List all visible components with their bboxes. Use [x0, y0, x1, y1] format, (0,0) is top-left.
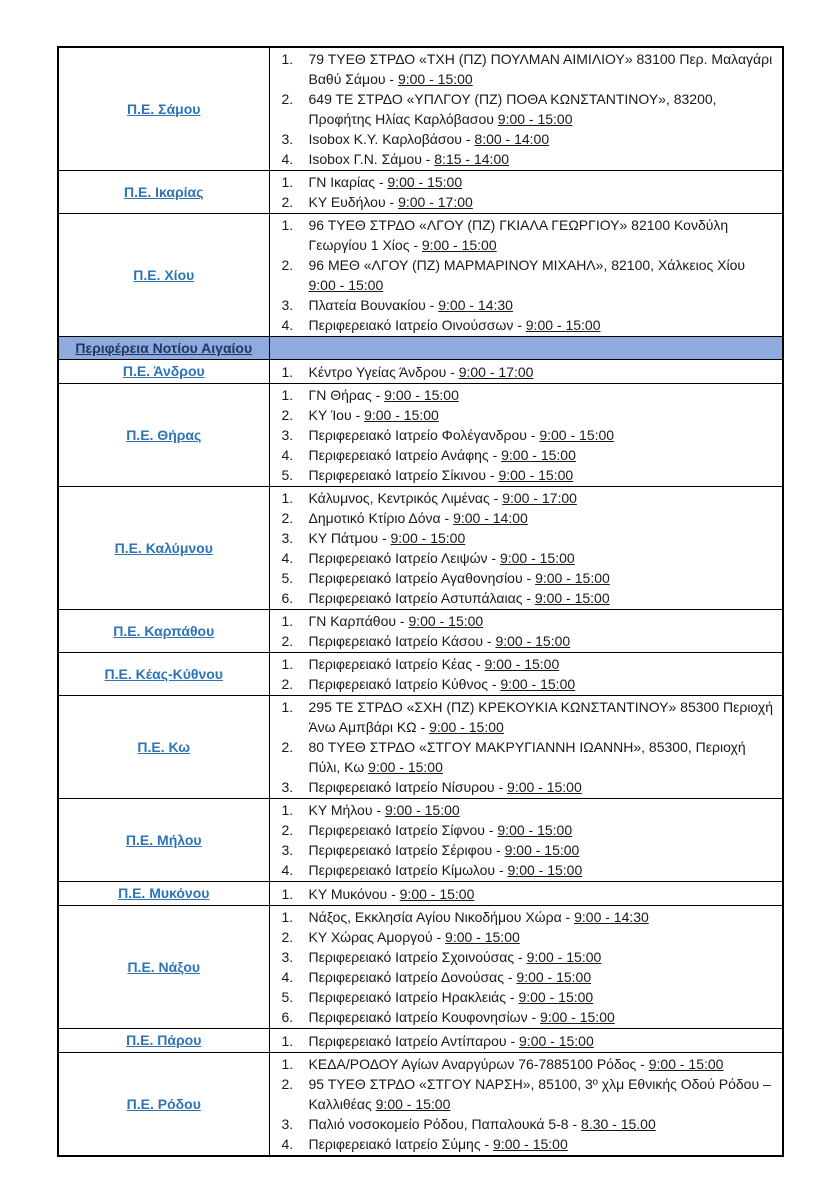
- location-item-text: [309, 860, 777, 880]
- location-item: [282, 445, 777, 465]
- location-item-text: [309, 149, 777, 169]
- locations-cell: [269, 906, 783, 1029]
- location-item-number: 1.: [281, 1032, 294, 1049]
- opening-hours: 9:00 - 15:00: [526, 949, 602, 965]
- location-item-number: 4.: [281, 550, 294, 566]
- location-description: Περιφερειακό Ιατρείο Σχοινούσας -: [308, 949, 527, 965]
- region-name-cell: [58, 696, 269, 799]
- location-item-text: [309, 777, 777, 797]
- location-description: Περιφερειακό Ιατρείο Σίκινου -: [308, 467, 499, 483]
- location-item: [282, 907, 777, 927]
- location-item: [282, 488, 777, 508]
- opening-hours: 9:00 - 15:00: [493, 1136, 568, 1152]
- location-item-text: [309, 49, 777, 89]
- location-item-number: 1.: [281, 802, 294, 818]
- location-item: [282, 697, 777, 737]
- opening-hours: 9:00 - 15:00: [540, 1009, 615, 1025]
- location-description: 649 ΤΕ ΣΤΡΔΟ «ΥΠΛΓΟΥ (ΠΖ) ΠΟΘΑ ΚΩΝΣΤΑΝΤΙΝΟΥ», 83200, Προφήτης Ηλίας Καρλόβασου: [308, 91, 717, 127]
- regional-health-units-table: [57, 46, 784, 1157]
- location-description: 96 ΤΥΕΘ ΣΤΡΔΟ «ΛΓΟΥ (ΠΖ) ΓΚΙΑΛΑ ΓΕΩΡΓΙΟΥ» 82100 Κονδύλη Γεωργίου 1 Χίος -: [308, 217, 729, 253]
- location-item-number: 2.: [281, 91, 294, 107]
- opening-hours: 9:00 - 15:00: [384, 387, 459, 403]
- opening-hours: 9:00 - 15:00: [368, 759, 443, 775]
- location-item-text: [309, 697, 777, 737]
- region-name-cell: [58, 882, 269, 906]
- opening-hours: 9:00 - 15:00: [495, 633, 571, 649]
- location-description: Νάξος, Εκκλησία Αγίου Νικοδήμου Χώρα -: [308, 909, 575, 925]
- location-item-text: [309, 315, 777, 335]
- location-item-number: 1.: [281, 217, 294, 233]
- region-row: [58, 47, 783, 171]
- location-item: [282, 149, 777, 169]
- table-body: [58, 47, 783, 1156]
- opening-hours: 9:00 - 15:00: [534, 590, 610, 606]
- location-description: 95 ΤΥΕΘ ΣΤΡΔΟ «ΣΤΓΟΥ ΝΑΡΣΗ», 85100, 3º χλμ Εθνικής Οδού Ρόδου – Καλλιθέας: [308, 1076, 771, 1112]
- location-item: [282, 548, 777, 568]
- location-item: [282, 820, 777, 840]
- location-item-text: [309, 1134, 777, 1154]
- opening-hours: 9:00 - 15:00: [387, 174, 463, 190]
- location-description: 80 ΤΥΕΘ ΣΤΡΔΟ «ΣΤΓΟΥ ΜΑΚΡΥΓΙΑΝΝΗ ΙΩΑΝΝΗ», 85300, Περιοχή Πύλι, Κω: [308, 739, 746, 775]
- location-item: [282, 737, 777, 777]
- location-item: [282, 568, 777, 588]
- locations-cell: [269, 360, 783, 384]
- region-name-cell: [58, 171, 269, 214]
- location-item-number: 5.: [281, 467, 294, 483]
- location-item: [282, 528, 777, 548]
- locations-cell: [269, 882, 783, 906]
- location-item: [282, 405, 777, 425]
- location-description: Περιφερειακό Ιατρείο Κέας -: [308, 656, 485, 672]
- location-description: ΚΥ Πάτμου -: [308, 530, 391, 546]
- region-name-cell: [58, 906, 269, 1029]
- location-description: Περιφερειακό Ιατρείο Νίσυρου -: [308, 779, 508, 795]
- locations-cell: [269, 610, 783, 653]
- region-name-cell: [58, 610, 269, 653]
- opening-hours: 9:00 - 15:00: [519, 1032, 594, 1049]
- location-item-text: [309, 385, 777, 405]
- opening-hours: 9:00 - 15:00: [500, 676, 576, 692]
- location-description: ΚΥ Μήλου -: [308, 802, 385, 818]
- location-description: Περιφερειακό Ιατρείο Σύμης -: [308, 1136, 494, 1152]
- location-item-text: [309, 1031, 777, 1051]
- region-row: [58, 1053, 783, 1157]
- opening-hours: 9:00 - 15:00: [484, 656, 560, 672]
- location-item-number: 2.: [281, 194, 294, 210]
- region-link[interactable]: Π.Ε. Μυκόνου: [118, 885, 210, 901]
- location-item-text: [309, 611, 777, 631]
- location-description: ΚΥ Ίου -: [308, 407, 365, 423]
- location-item-number: 1.: [281, 363, 294, 380]
- region-link[interactable]: Π.Ε. Κέας-Κύθνου: [104, 665, 223, 682]
- region-row: [58, 653, 783, 696]
- opening-hours: 9:00 - 15:00: [429, 719, 504, 735]
- opening-hours: 9:00 - 15:00: [364, 407, 439, 423]
- location-item: [282, 1007, 777, 1027]
- location-item-text: [309, 1007, 777, 1027]
- location-item-number: 1.: [281, 387, 294, 403]
- location-item-number: 6.: [281, 1009, 294, 1025]
- location-item-text: [309, 1114, 777, 1134]
- location-item-text: [309, 215, 777, 255]
- opening-hours: 9:00 - 15:00: [390, 530, 466, 546]
- region-row: [58, 610, 783, 653]
- locations-cell: [269, 487, 783, 610]
- location-item: [282, 927, 777, 947]
- location-item-text: [309, 631, 777, 651]
- region-row: [58, 214, 783, 337]
- location-item-number: 3.: [281, 842, 294, 858]
- location-item-number: 1.: [281, 51, 294, 67]
- location-description: Κάλυμνος, Κεντρικός Λιμένας -: [308, 490, 503, 506]
- locations-cell: [269, 696, 783, 799]
- location-item-number: 1.: [281, 909, 294, 925]
- location-item-text: [309, 405, 777, 425]
- location-item-text: [309, 927, 777, 947]
- opening-hours: 9:00 - 15:00: [518, 989, 594, 1005]
- region-row: [58, 487, 783, 610]
- opening-hours: 9:00 - 15:00: [445, 929, 520, 945]
- opening-hours: 9:00 - 15:00: [497, 822, 573, 838]
- location-item-number: 2.: [281, 510, 294, 526]
- location-item-text: [309, 568, 777, 588]
- location-description: Κέντρο Υγείας Άνδρου -: [308, 363, 459, 380]
- location-item-number: 4.: [281, 317, 294, 333]
- location-item: [282, 255, 777, 295]
- location-item-number: 1.: [281, 490, 294, 506]
- location-item: [282, 215, 777, 255]
- location-item-number: 1.: [281, 613, 294, 629]
- region-link[interactable]: Π.Ε. Καρπάθου: [113, 622, 215, 639]
- region-link[interactable]: Π.Ε. Νάξου: [127, 958, 201, 975]
- location-item-number: 1.: [281, 174, 294, 190]
- location-item: [282, 89, 777, 129]
- location-description: Περιφερειακό Ιατρείο Κάσου -: [308, 633, 496, 649]
- location-item-number: 2.: [281, 633, 294, 649]
- location-item-number: 5.: [281, 570, 294, 586]
- opening-hours: 9:00 - 15:00: [308, 277, 384, 293]
- location-item: [282, 172, 777, 192]
- region-row: [58, 696, 783, 799]
- location-item: [282, 362, 777, 382]
- location-description: Isobox Κ.Υ. Καρλοβάσου -: [308, 131, 475, 147]
- region-row: [58, 171, 783, 214]
- region-link[interactable]: Π.Ε. Μήλου: [125, 831, 202, 848]
- location-description: Περιφερειακό Ιατρείο Αστυπάλαιας -: [308, 590, 535, 606]
- location-item-text: [309, 820, 777, 840]
- location-description: Δημοτικό Κτίριο Δόνα -: [308, 510, 454, 526]
- opening-hours: 9:00 - 14:00: [453, 510, 528, 526]
- location-item-number: 2.: [281, 739, 294, 755]
- location-item: [282, 1114, 777, 1134]
- location-description: ΓΝ Καρπάθου -: [308, 613, 409, 629]
- location-item-text: [309, 800, 777, 820]
- location-description: ΚΕΔΑ/ΡΟΔΟΥ Αγίων Αναργύρων 76-7885100 Ρόδος -: [308, 1056, 649, 1072]
- region-name-cell: [58, 1053, 269, 1157]
- location-item-text: [309, 737, 777, 777]
- location-description: Περιφερειακό Ιατρείο Φολέγανδρου -: [308, 427, 540, 443]
- region-link[interactable]: Π.Ε. Χίου: [133, 266, 195, 283]
- location-item-number: 3.: [281, 1116, 294, 1132]
- region-link[interactable]: Π.Ε. Ικαρίας: [124, 183, 204, 200]
- location-item: [282, 1074, 777, 1114]
- opening-hours: 9:00 - 15:00: [498, 467, 574, 483]
- location-description: Περιφερειακό Ιατρείο Κουφονησίων -: [308, 1009, 541, 1025]
- locations-cell: [269, 799, 783, 882]
- region-name-cell: [58, 47, 269, 171]
- opening-hours: 9:00 - 15:00: [499, 550, 575, 566]
- location-description: Πλατεία Βουνακίου -: [308, 297, 439, 313]
- locations-cell: [269, 1029, 783, 1053]
- opening-hours: 9:00 - 15:00: [399, 885, 475, 902]
- location-item: [282, 631, 777, 651]
- location-item: [282, 777, 777, 797]
- location-description: ΚΥ Μυκόνου -: [308, 885, 400, 902]
- opening-hours: 9:00 - 15:00: [525, 317, 601, 333]
- location-item-text: [309, 488, 777, 508]
- section-header-cell: [58, 337, 269, 360]
- location-item: [282, 465, 777, 485]
- opening-hours: 9:00 - 17:00: [458, 363, 534, 380]
- location-item: [282, 674, 777, 694]
- location-item: [282, 385, 777, 405]
- opening-hours: 9:00 - 15:00: [507, 779, 582, 795]
- opening-hours: 9:00 - 15:00: [516, 969, 592, 985]
- locations-cell: [269, 171, 783, 214]
- location-description: Περιφερειακό Ιατρείο Σίφνου -: [308, 822, 498, 838]
- region-row: [58, 906, 783, 1029]
- location-description: ΓΝ Θήρας -: [308, 387, 385, 403]
- opening-hours: 9:00 - 17:00: [502, 490, 577, 506]
- region-name-cell: [58, 487, 269, 610]
- region-row: [58, 799, 783, 882]
- region-name-cell: [58, 214, 269, 337]
- opening-hours: 9:00 - 15:00: [504, 842, 580, 858]
- location-description: Περιφερειακό Ιατρείο Ανάφης -: [308, 447, 502, 463]
- location-description: Περιφερειακό Ιατρείο Κύθνος -: [308, 676, 501, 692]
- location-description: Περιφερειακό Ιατρείο Οινούσσων -: [308, 317, 526, 333]
- location-description: 79 ΤΥΕΘ ΣΤΡΔΟ «ΤΧΗ (ΠΖ) ΠΟΥΛΜΑΝ ΑΙΜΙΛΙΟΥ» 83100 Περ. Μαλαγάρι Βαθύ Σάμου -: [308, 51, 773, 87]
- opening-hours: 9:00 - 14:30: [574, 909, 649, 925]
- location-item: [282, 860, 777, 880]
- location-item-text: [309, 362, 777, 382]
- region-row: [58, 1029, 783, 1053]
- section-header-row: [58, 337, 783, 360]
- location-item-text: [309, 508, 777, 528]
- opening-hours: 9:00 - 15:00: [507, 862, 583, 878]
- location-item-text: [309, 654, 777, 674]
- location-item-text: [309, 465, 777, 485]
- opening-hours: 9:00 - 15:00: [384, 802, 460, 818]
- region-link[interactable]: Π.Ε. Σάμου: [127, 100, 201, 117]
- location-item-text: [309, 255, 777, 295]
- location-item: [282, 588, 777, 608]
- location-item-text: [309, 192, 777, 212]
- location-description: Περιφερειακό Ιατρείο Δονούσας -: [308, 969, 517, 985]
- locations-cell: [269, 47, 783, 171]
- location-description: Περιφερειακό Ιατρείο Κίμωλου -: [308, 862, 508, 878]
- location-description: Περιφερειακό Ιατρείο Αντίπαρου -: [308, 1032, 520, 1049]
- location-item-number: 1.: [281, 885, 294, 902]
- region-name-cell: [58, 653, 269, 696]
- location-item-text: [309, 588, 777, 608]
- location-item: [282, 1134, 777, 1154]
- location-item-number: 1.: [281, 1056, 294, 1072]
- opening-hours: 9:00 - 15:00: [539, 427, 615, 443]
- location-item: [282, 947, 777, 967]
- location-item-number: 3.: [281, 949, 294, 965]
- location-item-number: 4.: [281, 969, 294, 985]
- opening-hours: 8:00 - 14:00: [474, 131, 550, 147]
- location-item-number: 2.: [281, 257, 294, 273]
- location-item-text: [309, 967, 777, 987]
- location-item-text: [309, 884, 777, 904]
- location-item: [282, 508, 777, 528]
- location-item-text: [309, 840, 777, 860]
- location-item: [282, 1054, 777, 1074]
- location-item-text: [309, 1074, 777, 1114]
- opening-hours: 8.30 - 15.00: [581, 1116, 656, 1132]
- region-link[interactable]: Π.Ε. Καλύμνου: [114, 539, 213, 556]
- location-item: [282, 315, 777, 335]
- location-item-number: 2.: [281, 929, 294, 945]
- opening-hours: 9:00 - 15:00: [535, 570, 610, 586]
- location-item-number: 3.: [281, 530, 294, 546]
- location-item-text: [309, 445, 777, 465]
- section-header-label: Περιφέρεια Νοτίου Αιγαίου: [75, 340, 253, 356]
- location-description: Περιφερειακό Ιατρείο Λειψών -: [308, 550, 500, 566]
- location-item-text: [309, 947, 777, 967]
- location-item: [282, 967, 777, 987]
- location-item: [282, 611, 777, 631]
- location-item-text: [309, 295, 777, 315]
- location-item-number: 4.: [281, 447, 294, 463]
- locations-cell: [269, 214, 783, 337]
- location-item-text: [309, 528, 777, 548]
- region-link[interactable]: Π.Ε. Θήρας: [126, 426, 202, 443]
- location-description: 96 ΜΕΘ «ΛΓΟΥ (ΠΖ) ΜΑΡΜΑΡΙΝΟΥ ΜΙΧΑΗΛ», 82100, Χάλκειος Χίου: [308, 257, 746, 273]
- location-description: ΚΥ Ευδήλου -: [308, 194, 399, 210]
- location-item-number: 1.: [281, 656, 294, 672]
- location-item-number: 2.: [281, 407, 294, 423]
- opening-hours: 9:00 - 15:00: [375, 1096, 451, 1112]
- region-name-cell: [58, 799, 269, 882]
- location-item-number: 5.: [281, 989, 294, 1005]
- location-item: [282, 129, 777, 149]
- location-item: [282, 49, 777, 89]
- opening-hours: 9:00 - 15:00: [421, 237, 497, 253]
- region-row: [58, 384, 783, 487]
- opening-hours: 9:00 - 15:00: [501, 447, 576, 463]
- location-item: [282, 840, 777, 860]
- location-description: 295 ΤΕ ΣΤΡΔΟ «ΣΧΗ (ΠΖ) ΚΡΕΚΟΥΚΙΑ ΚΩΝΣΤΑΝΤΙΝΟΥ» 85300 Περιοχή Άνω Αμπβάρι ΚΩ -: [308, 699, 773, 735]
- region-link[interactable]: Π.Ε. Άνδρου: [122, 363, 205, 379]
- locations-cell: [269, 653, 783, 696]
- location-item-number: 2.: [281, 1076, 294, 1092]
- opening-hours: 9:00 - 14:30: [438, 297, 513, 313]
- location-description: ΚΥ Χώρας Αμοργού -: [308, 929, 446, 945]
- location-item-text: [309, 674, 777, 694]
- locations-cell: [269, 1053, 783, 1157]
- location-description: ΓΝ Ικαρίας -: [308, 174, 388, 190]
- region-name-cell: [58, 384, 269, 487]
- location-item-number: 2.: [281, 676, 294, 692]
- location-item-number: 1.: [281, 699, 294, 715]
- region-name-cell: [58, 1029, 269, 1053]
- location-item-text: [309, 129, 777, 149]
- location-item: [282, 987, 777, 1007]
- location-item-text: [309, 425, 777, 445]
- location-item-number: 3.: [281, 427, 294, 443]
- location-item-text: [309, 987, 777, 1007]
- opening-hours: 9:00 - 15:00: [497, 111, 573, 127]
- location-item-text: [309, 548, 777, 568]
- location-item: [282, 1031, 777, 1051]
- location-item-number: 6.: [281, 590, 294, 606]
- location-item-text: [309, 1054, 777, 1074]
- location-item-text: [309, 89, 777, 129]
- location-description: Περιφερειακό Ιατρείο Αγαθονησίου -: [308, 570, 536, 586]
- location-item-text: [309, 172, 777, 192]
- location-item-number: 4.: [281, 1136, 294, 1152]
- opening-hours: 9:00 - 15:00: [648, 1056, 724, 1072]
- region-row: [58, 882, 783, 906]
- location-item-number: 4.: [281, 862, 294, 878]
- section-header-empty-cell: [269, 337, 783, 360]
- locations-cell: [269, 384, 783, 487]
- opening-hours: 9:00 - 17:00: [398, 194, 473, 210]
- region-link[interactable]: Π.Ε. Κω: [137, 738, 191, 755]
- location-description: Παλιό νοσοκομείο Ρόδου, Παπαλουκά 5-8 -: [308, 1116, 582, 1132]
- location-item-number: 3.: [281, 779, 294, 795]
- region-link[interactable]: Π.Ε. Ρόδου: [126, 1095, 201, 1112]
- location-item: [282, 800, 777, 820]
- location-item-number: 3.: [281, 297, 294, 313]
- region-name-cell: [58, 360, 269, 384]
- location-description: Περιφερειακό Ιατρείο Σέριφου -: [308, 842, 505, 858]
- location-description: Περιφερειακό Ιατρείο Ηρακλειάς -: [308, 989, 519, 1005]
- location-item: [282, 425, 777, 445]
- location-description: Isobox Γ.Ν. Σάμου -: [308, 151, 435, 167]
- opening-hours: 9:00 - 15:00: [397, 71, 473, 87]
- opening-hours: 9:00 - 15:00: [408, 613, 484, 629]
- opening-hours: 8:15 - 14:00: [434, 151, 510, 167]
- region-row: [58, 360, 783, 384]
- location-item-number: 3.: [281, 131, 294, 147]
- location-item: [282, 192, 777, 212]
- location-item: [282, 654, 777, 674]
- location-item: [282, 295, 777, 315]
- location-item-number: 2.: [281, 822, 294, 838]
- location-item-text: [309, 907, 777, 927]
- location-item: [282, 884, 777, 904]
- location-item-number: 4.: [281, 151, 294, 167]
- region-link[interactable]: Π.Ε. Πάρου: [126, 1032, 202, 1048]
